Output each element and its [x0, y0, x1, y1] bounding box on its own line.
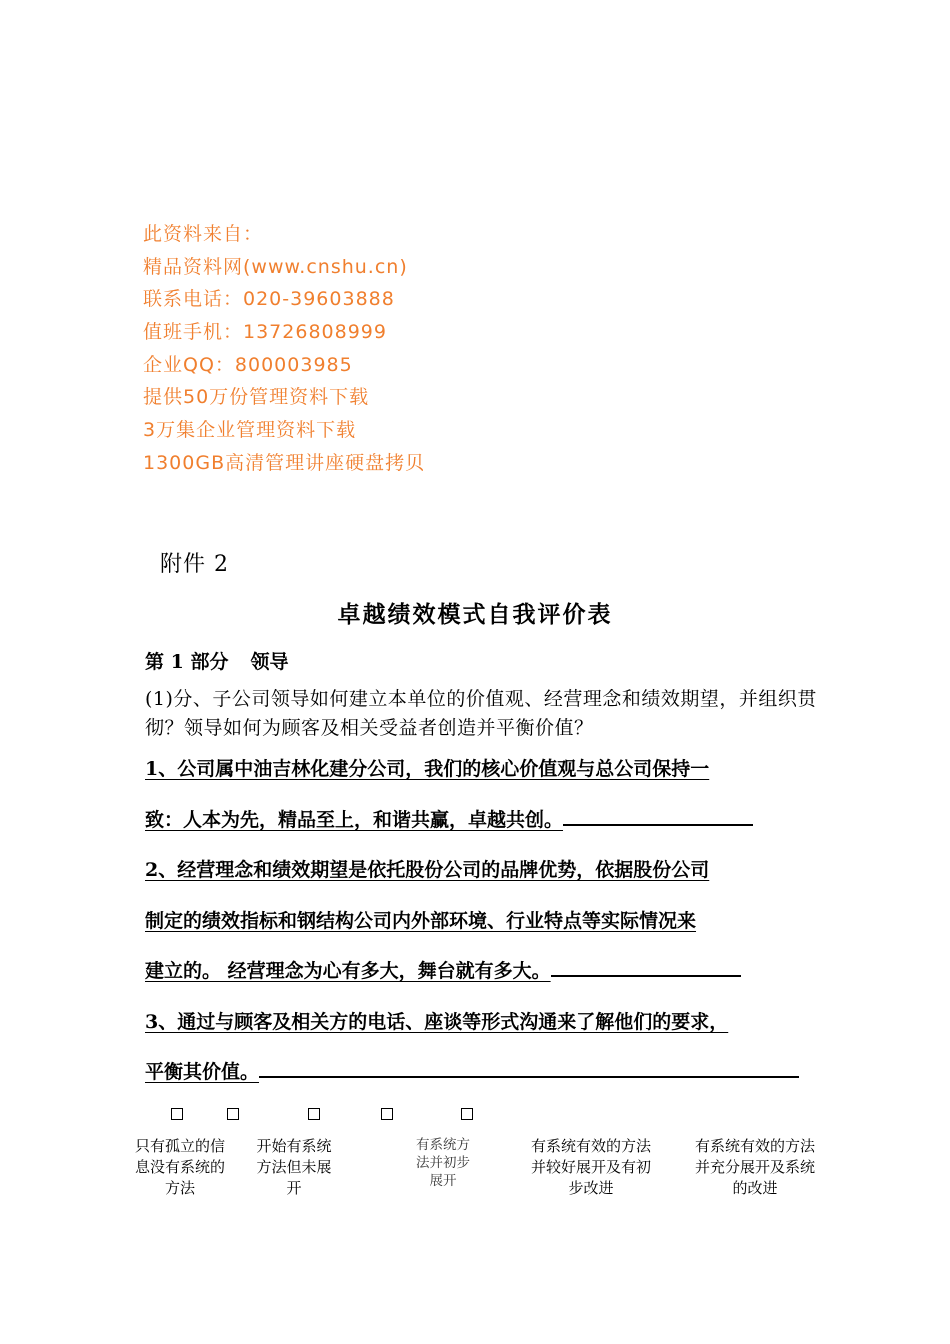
source-line: 1300GB高清管理讲座硬盘拷贝 [143, 451, 426, 474]
source-line: 3万集企业管理资料下载 [143, 419, 357, 442]
answer-line [145, 853, 825, 904]
rating-checkbox[interactable] [171, 1108, 183, 1120]
source-line: 值班手机：13726808999 [143, 321, 387, 344]
part-name: 领导 [250, 651, 289, 673]
source-line: 提供50万份管理资料下载 [143, 386, 370, 409]
answer-text: 2、经营理念和绩效期望是依托股份公司的品牌优势，依据股份公司 [145, 859, 710, 881]
rating-checkbox[interactable] [227, 1108, 239, 1120]
answer-line [145, 752, 825, 803]
rating-checkbox[interactable] [461, 1108, 473, 1120]
answer-line [145, 904, 825, 955]
attachment-label: 附件 2 [160, 552, 229, 577]
answer-line [145, 1055, 825, 1106]
rating-checkbox[interactable] [381, 1108, 393, 1120]
rating-checkbox[interactable] [308, 1108, 320, 1120]
source-line: 此资料来自： [143, 223, 264, 245]
question-text: (1)分、子公司领导如何建立本单位的价值观、经营理念和绩效期望，并组织贯彻？领导如何为顾客及相关受益者创造并平衡价值？ [145, 688, 817, 739]
answer-line [145, 954, 825, 1005]
answer-text: 制定的绩效指标和钢结构公司内外部环境、行业特点等实际情况来 [145, 909, 697, 932]
answer-text: 致：人本为先，精品至上，和谐共赢，卓越共创。 [145, 808, 564, 831]
scale-label: 只有孤立的信息没有系统的方法 [134, 1137, 225, 1197]
source-line: 联系电话：020-39603888 [143, 288, 395, 311]
answer-text: 平衡其价值。 [145, 1061, 260, 1083]
scale-label: 有系统有效的方法并较好展开及有初步改进 [530, 1137, 651, 1197]
answer-line [145, 1005, 825, 1056]
scale-label: 有系统方法并初步展开 [416, 1137, 470, 1189]
source-line: 精品资料网(www.cnshu.cn) [143, 255, 408, 278]
answer-line [145, 803, 825, 854]
part-heading [145, 647, 288, 674]
part-number: 第 1 部分 [145, 651, 229, 673]
source-line: 企业QQ：800003985 [143, 353, 353, 376]
answer-block [145, 752, 825, 1106]
scale-label: 有系统有效的方法并充分展开及系统的改进 [694, 1137, 815, 1197]
source-info [143, 218, 425, 480]
scale-label: 开始有系统方法但未展开 [256, 1137, 332, 1197]
rating-checkboxes [0, 1104, 950, 1124]
answer-text: 1、公司属中油吉林化建分公司，我们的核心价值观与总公司保持一 [145, 758, 710, 780]
page-title: 卓越绩效模式自我评价表 [337, 601, 613, 628]
answer-text: 建立的。 经营理念为心有多大，舞台就有多大。 [145, 960, 551, 982]
answer-text: 3、通过与顾客及相关方的电话、座谈等形式沟通来了解他们的要求， [145, 1010, 729, 1033]
